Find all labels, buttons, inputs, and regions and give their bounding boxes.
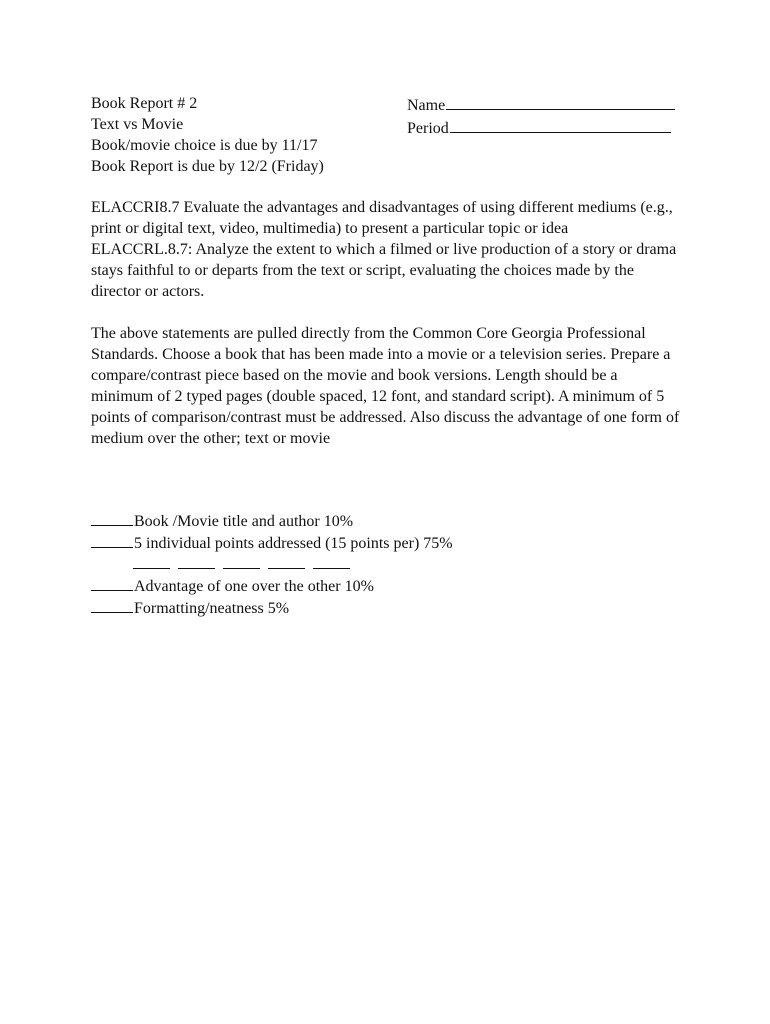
rubric-item-label: Formatting/neatness 5%: [134, 600, 290, 617]
choice-due-date: Book/movie choice is due by 11/17: [91, 137, 318, 154]
rubric-item-label: Advantage of one over the other 10%: [134, 578, 374, 595]
period-label: Period: [407, 120, 449, 137]
report-header: [91, 93, 391, 177]
report-body: [91, 197, 681, 449]
rubric-item: [91, 597, 681, 619]
standard-elaccrl: ELACCRL.8.7: Analyze the extent to which a filmed or live production of a story or drama stays faithful to or departs from the text or script, evaluating the choices made by the director or actors.: [91, 241, 677, 300]
point-blank[interactable]: [313, 554, 350, 569]
paragraph-spacer: [91, 302, 681, 323]
standard-elaccri: ELACCRI8.7 Evaluate the advantages and disadvantages of using different mediums (e.g., print or digital text, video, multimedia) to present a particular topic or idea: [91, 199, 673, 237]
rubric-item: [91, 575, 681, 597]
grading-rubric: [91, 510, 681, 619]
score-blank[interactable]: [91, 532, 133, 548]
name-row: [407, 93, 707, 116]
score-blank[interactable]: [91, 575, 133, 591]
period-row: [407, 116, 707, 139]
report-title: Book Report # 2: [91, 95, 198, 112]
period-field[interactable]: [450, 116, 671, 133]
point-blank[interactable]: [223, 554, 260, 569]
point-blank[interactable]: [268, 554, 305, 569]
report-subtitle: Text vs Movie: [91, 116, 184, 133]
rubric-item-label: Book /Movie title and author 10%: [134, 513, 354, 530]
rubric-item: [91, 532, 681, 554]
report-due-date: Book Report is due by 12/2 (Friday): [91, 158, 324, 175]
assignment-instructions: The above statements are pulled directly from the Common Core Georgia Professional Standards. Choose a book that has been made into a movie or a television series. Prepare a compare/contrast piece based on the movie and book versions. Length should be a minimum of 2 typed pages (double spaced, 12 font, and standard script). A minimum of 5 points of comparison/contrast must be addressed. Also discuss the advantage of one form of medium over the other; text or movie: [91, 325, 680, 447]
score-blank[interactable]: [91, 510, 133, 526]
point-blank[interactable]: [178, 554, 215, 569]
rubric-item: [91, 510, 681, 532]
rubric-item-label: 5 individual points addressed (15 points per) 75%: [134, 535, 453, 552]
student-info: [407, 93, 707, 139]
point-blank[interactable]: [133, 554, 170, 569]
name-label: Name: [407, 97, 446, 114]
name-field[interactable]: [446, 93, 675, 110]
score-blank[interactable]: [91, 597, 133, 613]
point-score-blanks: [91, 554, 681, 575]
